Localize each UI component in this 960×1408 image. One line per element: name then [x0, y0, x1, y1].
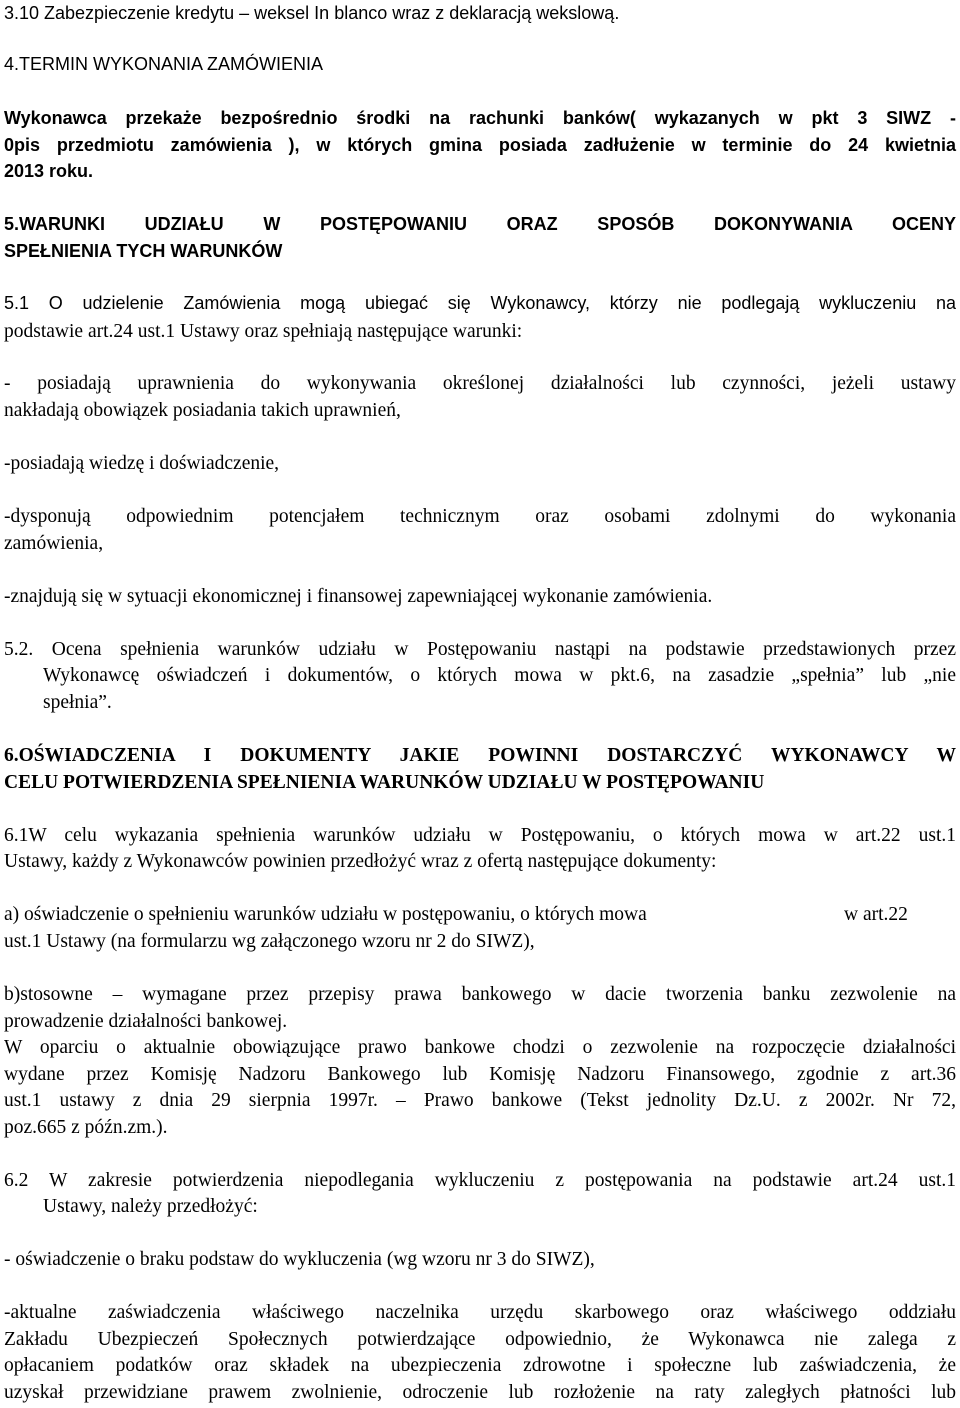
- item-a-line-2: ust.1 Ustawy (na formularzu wg załączonego wzoru nr 2 do SIWZ),: [4, 931, 535, 952]
- condition-4: -znajdują się w sytuacji ekonomicznej i finansowej zapewniającej wykonanie zamówienia.: [4, 586, 713, 607]
- item-b-note-line-4: poz.665 z późn.zm.).: [4, 1117, 168, 1138]
- condition-1-line-1: - posiadają uprawnienia do wykonywania określonej działalności lub czynności, jeżeli ustawy: [4, 373, 956, 394]
- section-6-heading-line-2: CELU POTWIERDZENIA SPEŁNIENIA WARUNKÓW UDZIAŁU W POSTĘPOWANIU: [4, 772, 765, 793]
- paragraph-5-1-line-2: podstawie art.24 ust.1 Ustawy oraz spełniają następujące warunki:: [4, 321, 523, 342]
- item-a-line-1: a) oświadczenie o spełnieniu warunków udziału w postępowaniu, o których mowa: [4, 904, 647, 925]
- paragraph-6-2-line-2: Ustawy, należy przedłożyć:: [43, 1196, 258, 1217]
- paragraph-6-1-line-1: 6.1W celu wykazania spełnienia warunków udziału w Postępowaniu, o których mowa w art.22 ust.1: [4, 825, 956, 846]
- section-5-heading-line-2: SPEŁNIENIA TYCH WARUNKÓW: [4, 241, 283, 261]
- condition-3-line-1: -dysponują odpowiednim potencjałem technicznym oraz osobami zdolnymi do wykonania: [4, 506, 956, 527]
- item-a-line-1-right: w art.22: [844, 904, 908, 925]
- paragraph-6-2-line-1: 6.2 W zakresie potwierdzenia niepodlegania wykluczeniu z postępowania na podstawie art.24 ust.1: [4, 1170, 956, 1191]
- section-4-line-3: 2013 roku.: [4, 161, 94, 181]
- document-2-line-4: uzyskał przewidziane prawem zwolnienie, odroczenie lub rozłożenie na raty zaległych płatności lub: [4, 1382, 956, 1403]
- condition-1-line-2: nakładają obowiązek posiadania takich uprawnień,: [4, 400, 401, 421]
- section-6-heading-line-1: 6.OŚWIADCZENIA I DOKUMENTY JAKIE POWINNI DOSTARCZYĆ WYKONAWCY W: [4, 745, 956, 766]
- document-2-line-1: -aktualne zaświadczenia właściwego naczelnika urzędu skarbowego oraz właściwego oddziału: [4, 1302, 956, 1323]
- paragraph-6-1-line-2: Ustawy, każdy z Wykonawców powinien przedłożyć wraz z ofertą następujące dokumenty:: [4, 851, 717, 872]
- item-b-note-line-3: ust.1 ustawy z dnia 29 sierpnia 1997r. – Prawo bankowe (Tekst jednolity Dz.U. z 2002r. Nr 72,: [4, 1090, 956, 1111]
- item-b-note-line-1: W oparciu o aktualnie obowiązujące prawo bankowe chodzi o zezwolenie na rozpoczęcie działalności: [4, 1037, 956, 1058]
- section-5-heading-line-1: 5.WARUNKI UDZIAŁU W POSTĘPOWANIU ORAZ SPOSÓB DOKONYWANIA OCENY: [4, 214, 956, 234]
- section-4-heading: 4.TERMIN WYKONANIA ZAMÓWIENIA: [4, 54, 324, 74]
- condition-3-line-2: zamówienia,: [4, 533, 104, 554]
- paragraph-5-2-line-2: Wykonawcę oświadczeń i dokumentów, o których mowa w pkt.6, na zasadzie „spełnia” lub „nie: [43, 665, 956, 686]
- item-b-line-2: prowadzenie działalności bankowej.: [4, 1011, 288, 1032]
- item-b-line-1: b)stosowne – wymagane przez przepisy prawa bankowego w dacie tworzenia banku zezwolenie na: [4, 984, 956, 1005]
- document-1: - oświadczenie o braku podstaw do wykluczenia (wg wzoru nr 3 do SIWZ),: [4, 1249, 595, 1270]
- section-4-line-2: 0pis przedmiotu zamówienia ), w których gmina posiada zadłużenie w terminie do 24 kwietnia: [4, 135, 956, 155]
- paragraph-5-2-line-1: 5.2. Ocena spełnienia warunków udziału w Postępowaniu nastąpi na podstawie przedstawionych przez: [4, 639, 956, 660]
- document-2-line-2: Zakładu Ubezpieczeń Społecznych potwierdzające odpowiednio, że Wykonawca nie zalega z: [4, 1329, 956, 1350]
- paragraph-5-2-line-3: spełnia”.: [43, 692, 112, 713]
- section-4-line-1: Wykonawca przekaże bezpośrednio środki na rachunki banków( wykazanych w pkt 3 SIWZ -: [4, 108, 956, 128]
- document-2-line-3: opłacaniem podatków oraz składek na ubezpieczenia zdrowotne i społeczne lub zaświadczenia, że: [4, 1355, 956, 1376]
- condition-2: -posiadają wiedzę i doświadczenie,: [4, 453, 280, 474]
- item-b-note-line-2: wydane przez Komisję Nadzoru Bankowego lub Komisję Nadzoru Finansowego, zgodnie z art.36: [4, 1064, 956, 1085]
- paragraph-5-1-line-1: 5.1 O udzielenie Zamówienia mogą ubiegać się Wykonawcy, którzy nie podlegają wykluczeniu na: [4, 293, 956, 313]
- section-3-10-text: 3.10 Zabezpieczenie kredytu – weksel In blanco wraz z deklaracją wekslową.: [4, 3, 620, 23]
